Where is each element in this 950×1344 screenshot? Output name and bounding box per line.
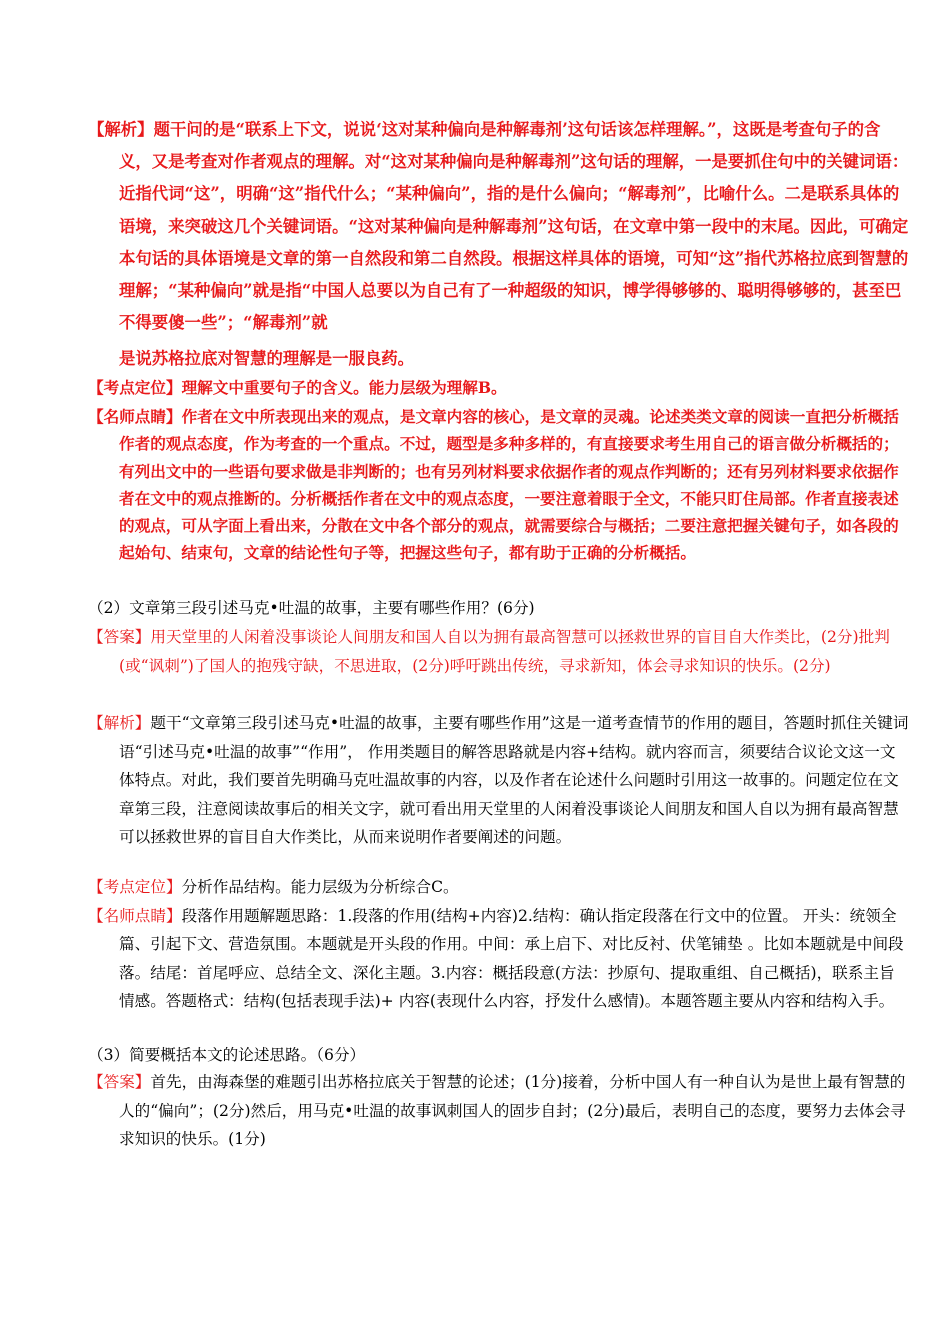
kaodian-paragraph-2	[88, 873, 909, 901]
question-3: （3）简要概括本文的论述思路。（6分）	[88, 1046, 366, 1064]
analysis-paragraph-1	[88, 114, 909, 339]
answer-body: 用天堂里的人闲着没事谈论人间朋友和国人自以为拥有最高智慧可以拯救世界的盲目自大作类比，(2分)批判(或“讽刺”)了国人的抱残守缺，不思进取，(2分)呼吁跳出传统，寻求新知，体会寻求知识的快乐。(2分)	[119, 628, 890, 675]
kaodian-tag: 【考点定位】	[88, 878, 182, 896]
analysis-tag: 【解析】	[88, 714, 151, 732]
mingshi-tag: 【名师点睛】	[88, 407, 182, 426]
analysis-body: 题干问的是“联系上下文，说说‘这对某种偏向是种解毒剂’这句话该怎样理解。”，这既是考查句子的含义，又是考查对作者观点的理解。对“这对某种偏向是种解毒剂”这句话的理解，一是要抓住句中的关键词语：近指代词“这”，明确“这”指代什么；“某种偏向”，指的是什么偏向；“解毒剂”，比喻什么。二是联系具体的语境，来突破这几个关键词语。“这对某种偏向是种解毒剂”这句话，在文章中第一段中的末尾。因此，可确定本句话的具体语境是文章的第一自然段和第二自然段。根据这样具体的语境，可知“这”指代苏格拉底到智慧的理解；“某种偏向”就是指“中国人总要以为自己有了一种超级的知识，博学得够够的、聪明得够够的，甚至巴不得要傻一些”；“解毒剂”就	[119, 120, 909, 333]
mingshi-body: 作者在文中所表现出来的观点，是文章内容的核心，是文章的灵魂。论述类类文章的阅读一直把分析概括作者的观点态度，作为考查的一个重点。不过，题型是多种多样的，有直接要求考生用自己的语言做分析概括的；有列出文中的一些语句要求做是非判断的；也有另列材料要求依据作者的观点作判断的；还有另列材料要求依据作者在文中的观点推断的。分析概括作者在文中的观点态度，一要注意着眼于全文，不能只盯住局部。作者直接表述的观点，可从字面上看出来，分散在文中各个部分的观点，就需要综合与概括；二要注意把握关键句子，如各段的起始句、结束句，文章的结论性句子等，把握这些句子，都有助于正确的分析概括。	[119, 407, 899, 563]
analysis-body: 题干“文章第三段引述马克•吐温的故事，主要有哪些作用”这是一道考查情节的作用的题目，答题时抓住关键词语“引述马克•吐温的故事”“作用”， 作用类题目的解答思路就是内容+结构。就内容而言，须要结合议论文这一文体特点。对此，我们要首先明确马克吐温故事的内容，以及作者在论述什么问题时引用这一故事的。问题定位在文章第三段，注意阅读故事后的相关文字，就可看出用天堂里的人闲着没事谈论人间朋友和国人自以为拥有最高智慧可以拯救世界的盲目自大作类比，从而来说明作者要阐述的问题。	[119, 714, 909, 847]
mingshi-body: 段落作用题解题思路：1.段落的作用(结构+内容)2.结构：确认指定段落在行文中的位置。 开头：统领全篇、引起下文、营造氛围。本题就是开头段的作用。中间：承上启下、对比反衬、伏笔铺垫 。比如本题就是中间段落。结尾：首尾呼应、总结全文、深化主题。3.内容：概括段意(方法：抄原句、提取重组、自己概括)，联系主旨情感。答题格式：结构(包括表现手法)+ 内容(表现什么内容，抒发什么感情)。本题答题主要从内容和结构入手。	[119, 907, 904, 1011]
mingshi-paragraph-2	[88, 902, 909, 1016]
mingshi-tag: 【名师点睛】	[88, 907, 182, 925]
analysis-tag: 【解析】	[88, 120, 154, 139]
mingshi-paragraph-1	[88, 403, 909, 567]
kaodian-paragraph-1	[88, 374, 909, 402]
answer-body: 首先，由海森堡的难题引出苏格拉底关于智慧的论述；(1分)接着，分析中国人有一种自认为是世上最有智慧的人的“偏向”；(2分)然后，用马克•吐温的故事讽刺国人的固步自封；(2分)最后，表明自己的态度，要努力去体会寻求知识的快乐。(1分)	[119, 1073, 906, 1148]
answer-paragraph-3	[88, 1068, 909, 1154]
answer-tag: 【答案】	[88, 628, 151, 646]
kaodian-body: 分析作品结构。能力层级为分析综合C。	[181, 878, 459, 896]
kaodian-tag: 【考点定位】	[88, 378, 182, 397]
analysis-paragraph-1-last-line: 是说苏格拉底对智慧的理解是一服良药。	[119, 349, 415, 368]
kaodian-body: 理解文中重要句子的含义。能力层级为理解B。	[181, 378, 507, 397]
answer-tag: 【答案】	[88, 1073, 151, 1091]
question-2: （2）文章第三段引述马克•吐温的故事，主要有哪些作用？(6分)	[88, 599, 535, 617]
answer-paragraph-2	[88, 623, 909, 680]
analysis-paragraph-2	[88, 709, 909, 852]
